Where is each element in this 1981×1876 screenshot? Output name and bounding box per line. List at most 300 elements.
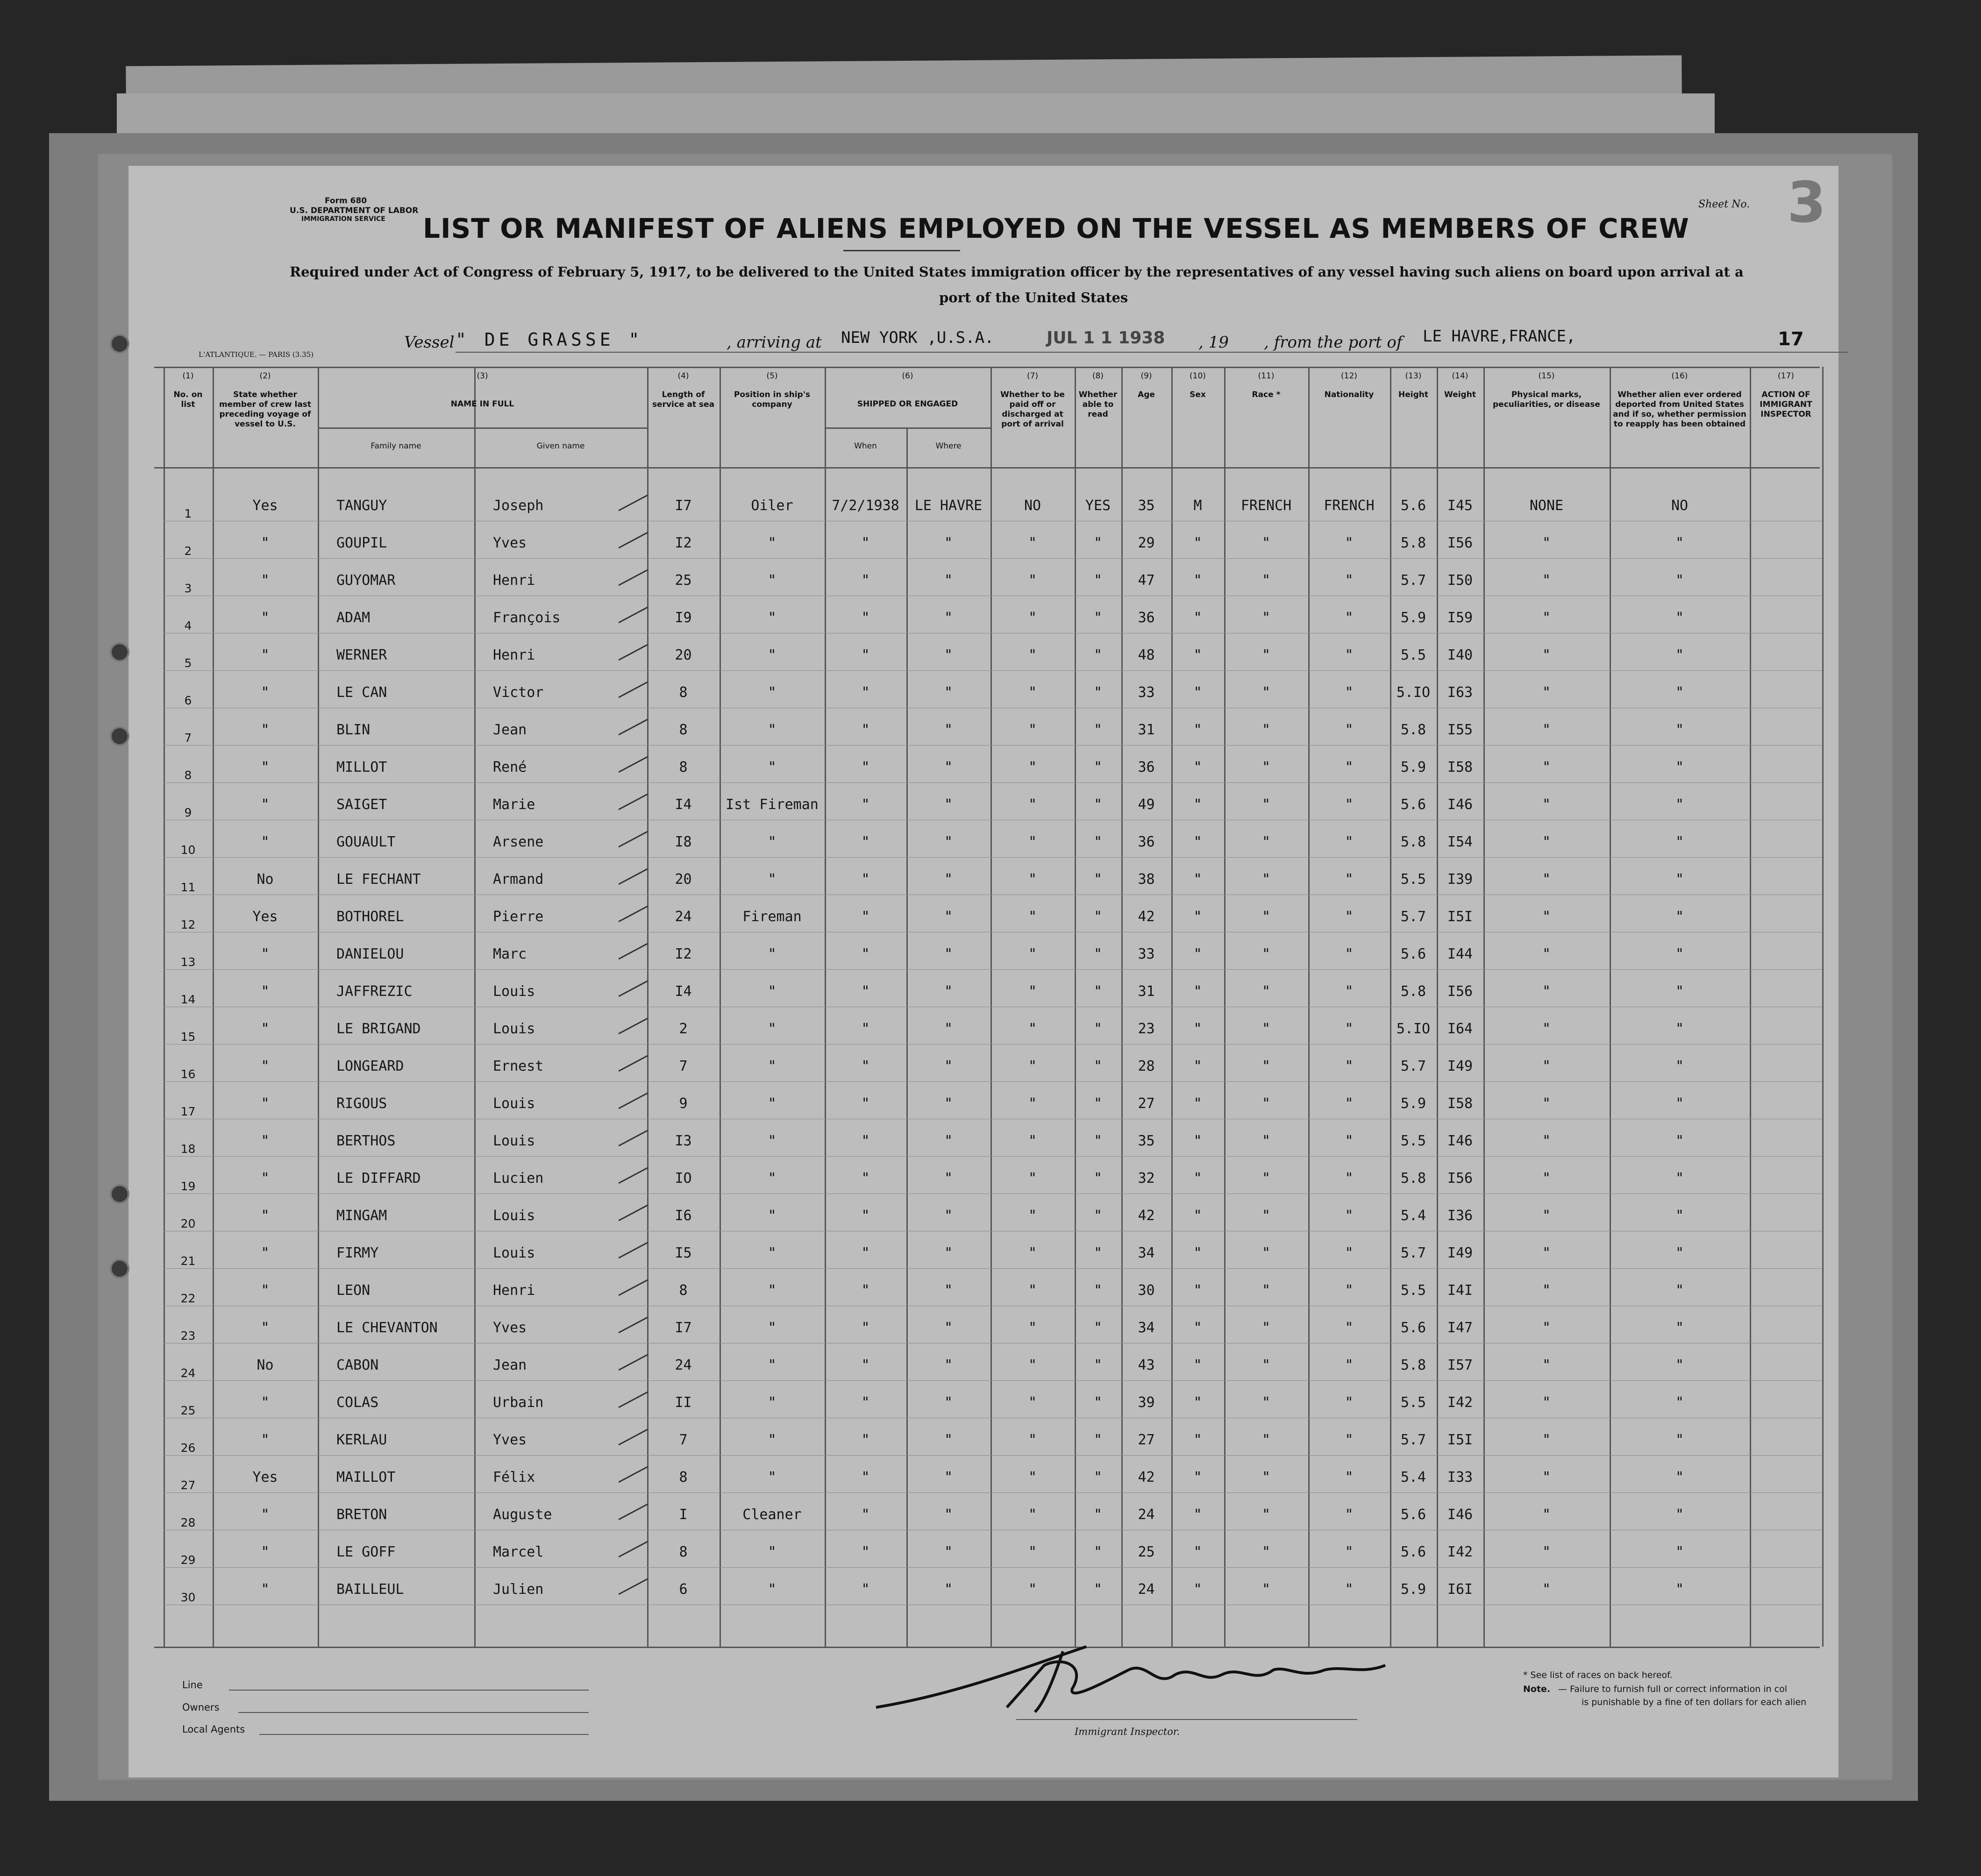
cell-when: " (861, 1544, 870, 1560)
cell-when: " (861, 1432, 870, 1448)
cell-no: 22 (180, 1292, 196, 1305)
cell-prev: " (261, 1544, 270, 1560)
cell-deported: " (1675, 1506, 1684, 1523)
cell-race: " (1261, 946, 1271, 962)
cell-given: Auguste (493, 1506, 552, 1523)
cell-deported: " (1675, 1282, 1684, 1299)
cell-sex: " (1193, 1320, 1202, 1336)
cell-given: Arsene (493, 834, 544, 850)
cell-nationality: " (1345, 909, 1354, 925)
cell-nationality: " (1345, 610, 1354, 626)
cell-age: 42 (1138, 909, 1155, 925)
cell-where: " (944, 1245, 953, 1261)
punch-hole (110, 1259, 129, 1279)
cell-weight: I56 (1447, 983, 1473, 1000)
cell-paid: " (1028, 647, 1037, 663)
cell-marks: " (1542, 722, 1551, 738)
cell-service: I9 (675, 610, 692, 626)
cell-prev: " (261, 946, 270, 962)
cell-when: " (861, 759, 870, 775)
cell-prev: " (261, 647, 270, 663)
cell-nationality: " (1345, 1282, 1354, 1299)
cell-marks: " (1542, 1581, 1551, 1598)
cell-position: " (768, 1581, 777, 1598)
column-header: State whether member of crew last preceding voyage of vessel to U.S. (219, 390, 312, 429)
cell-read: " (1093, 610, 1103, 626)
cell-nationality: " (1345, 535, 1354, 551)
cell-marks: " (1542, 1021, 1551, 1037)
cell-deported: " (1675, 1021, 1684, 1037)
cell-read: " (1093, 1469, 1103, 1485)
cell-deported: " (1675, 1058, 1684, 1074)
cell-marks: " (1542, 572, 1551, 589)
cell-family: LE CHEVANTON (336, 1320, 438, 1336)
cell-family: BRETON (336, 1506, 387, 1523)
cell-prev: " (261, 1021, 270, 1037)
cell-nationality: " (1345, 1357, 1354, 1373)
cell-when: " (861, 722, 870, 738)
cell-paid: " (1028, 1581, 1037, 1598)
cell-where: " (944, 684, 953, 701)
cell-age: 32 (1138, 1170, 1155, 1187)
cell-service: I5 (675, 1245, 692, 1261)
cell-age: 29 (1138, 535, 1155, 551)
cell-service: 6 (679, 1581, 688, 1598)
row-rule (164, 1455, 1822, 1456)
cell-sex: " (1193, 1245, 1202, 1261)
cell-deported: " (1675, 796, 1684, 813)
cell-family: LEON (336, 1282, 371, 1299)
cell-position: " (768, 572, 777, 589)
cell-when: " (861, 1208, 870, 1224)
cell-height: 5.8 (1400, 1357, 1426, 1373)
column-number: (7) (1026, 371, 1039, 381)
cell-weight: I56 (1447, 1170, 1473, 1187)
cell-height: 5.6 (1400, 796, 1426, 813)
cell-deported: " (1675, 647, 1684, 663)
cell-age: 24 (1138, 1506, 1155, 1523)
cell-service: 8 (679, 759, 688, 775)
cell-marks: " (1542, 610, 1551, 626)
cell-weight: I63 (1447, 684, 1473, 701)
cell-when: " (861, 1170, 870, 1187)
cell-given: Armand (493, 871, 544, 888)
cell-race: " (1261, 1208, 1271, 1224)
from-port-label: , from the port of (1264, 333, 1403, 352)
cell-prev: No (257, 1357, 274, 1373)
cell-service: IO (675, 1170, 692, 1187)
cell-read: " (1093, 946, 1103, 962)
cell-given: Lucien (493, 1170, 544, 1187)
cell-read: " (1093, 1021, 1103, 1037)
from-port: LE HAVRE,FRANCE, (1423, 327, 1576, 346)
cell-given: Marcel (493, 1544, 544, 1560)
cell-weight: I58 (1447, 759, 1473, 775)
cell-deported: " (1675, 722, 1684, 738)
column-header: Sex (1190, 390, 1206, 399)
cell-age: 39 (1138, 1394, 1155, 1411)
row-rule (164, 670, 1822, 671)
cell-paid: " (1028, 1058, 1037, 1074)
cell-position: " (768, 647, 777, 663)
cell-deported: " (1675, 610, 1684, 626)
cell-race: " (1261, 1320, 1271, 1336)
cell-position: " (768, 1357, 777, 1373)
cell-sex: " (1193, 684, 1202, 701)
cell-family: MILLOT (336, 759, 387, 775)
cell-prev: " (261, 722, 270, 738)
cell-family: MINGAM (336, 1208, 387, 1224)
cell-age: 34 (1138, 1320, 1155, 1336)
cell-given: Louis (493, 1095, 535, 1112)
cell-given: Louis (493, 1133, 535, 1149)
cell-paid: " (1028, 1170, 1037, 1187)
cell-deported: " (1675, 572, 1684, 589)
cell-read: " (1093, 1170, 1103, 1187)
cell-height: 5.5 (1400, 1282, 1426, 1299)
cell-when: " (861, 572, 870, 589)
cell-when: " (861, 1133, 870, 1149)
cell-height: 5.IO (1396, 1021, 1431, 1037)
cell-weight: I46 (1447, 796, 1473, 813)
cell-prev: " (261, 1432, 270, 1448)
cell-age: 24 (1138, 1581, 1155, 1598)
cell-no: 18 (180, 1142, 196, 1156)
cell-service: I7 (675, 1320, 692, 1336)
manifest-sheet (128, 166, 1838, 1777)
cell-deported: " (1675, 1357, 1684, 1373)
group-header-rule (318, 427, 647, 429)
note-line-1: — Failure to furnish full or correct information in col (1558, 1684, 1787, 1694)
cell-prev: " (261, 759, 270, 775)
table-header-rule (154, 467, 1820, 469)
cell-position: Ist Fireman (726, 796, 819, 813)
cell-given: Jean (493, 1357, 527, 1373)
cell-paid: " (1028, 1357, 1037, 1373)
cell-race: " (1261, 909, 1271, 925)
cell-position: " (768, 610, 777, 626)
cell-height: 5.7 (1400, 1245, 1426, 1261)
cell-given: Pierre (493, 909, 544, 925)
column-header: Whether able to read (1078, 390, 1118, 419)
cell-race: " (1261, 1133, 1271, 1149)
cell-sex: " (1193, 1469, 1202, 1485)
cell-service: 8 (679, 1282, 688, 1299)
cell-paid: " (1028, 1320, 1037, 1336)
cell-age: 36 (1138, 759, 1155, 775)
cell-prev: " (261, 1208, 270, 1224)
cell-sex: " (1193, 1208, 1202, 1224)
cell-nationality: " (1345, 796, 1354, 813)
cell-no: 7 (184, 731, 192, 745)
cell-nationality: " (1345, 1058, 1354, 1074)
cell-when: " (861, 1469, 870, 1485)
cell-read: " (1093, 1581, 1103, 1598)
cell-race: " (1261, 1581, 1271, 1598)
column-number: (11) (1258, 371, 1275, 381)
cell-weight: I46 (1447, 1506, 1473, 1523)
column-header: Length of service at sea (652, 390, 715, 409)
column-number: (6) (902, 371, 913, 381)
cell-no: 10 (180, 843, 196, 857)
cell-when: " (861, 1581, 870, 1598)
cell-paid: " (1028, 983, 1037, 1000)
cell-sex: " (1193, 871, 1202, 888)
cell-marks: " (1542, 909, 1551, 925)
cell-marks: " (1542, 1469, 1551, 1485)
column-header: Height (1398, 390, 1428, 399)
cell-paid: " (1028, 796, 1037, 813)
cell-family: KERLAU (336, 1432, 387, 1448)
cell-read: " (1093, 1133, 1103, 1149)
vessel-label: Vessel (404, 333, 455, 352)
column-number: (15) (1538, 371, 1555, 381)
cell-service: 20 (675, 647, 692, 663)
cell-marks: " (1542, 647, 1551, 663)
cell-height: 5.5 (1400, 871, 1426, 888)
cell-race: " (1261, 535, 1271, 551)
cell-where: " (944, 1282, 953, 1299)
cell-when: " (861, 1506, 870, 1523)
cell-prev: Yes (252, 909, 278, 925)
inspector-label: Immigrant Inspector. (1075, 1726, 1180, 1737)
column-number: (12) (1341, 371, 1357, 381)
sheet-number: 3 (1787, 171, 1826, 235)
inspector-signature (867, 1637, 1404, 1717)
line-field (229, 1690, 589, 1691)
cell-given: François (493, 610, 561, 626)
cell-service: 24 (675, 1357, 692, 1373)
cell-when: 7/2/1938 (832, 497, 899, 514)
cell-deported: " (1675, 909, 1684, 925)
cell-where: " (944, 647, 953, 663)
cell-service: I3 (675, 1133, 692, 1149)
cell-marks: " (1542, 983, 1551, 1000)
cell-where: " (944, 572, 953, 589)
cell-read: " (1093, 983, 1103, 1000)
cell-age: 34 (1138, 1245, 1155, 1261)
row-rule (164, 1492, 1822, 1493)
column-header: NAME IN FULL (450, 399, 514, 409)
cell-deported: " (1675, 1469, 1684, 1485)
cell-race: FRENCH (1240, 497, 1292, 514)
cell-where: LE HAVRE (914, 497, 983, 514)
cell-age: 28 (1138, 1058, 1155, 1074)
cell-height: 5.4 (1400, 1208, 1426, 1224)
cell-no: 8 (184, 768, 192, 782)
cell-read: YES (1085, 497, 1111, 514)
cell-where: " (944, 1544, 953, 1560)
cell-prev: " (261, 1506, 270, 1523)
cell-paid: " (1028, 722, 1037, 738)
cell-sex: M (1193, 497, 1202, 514)
cell-marks: " (1542, 1245, 1551, 1261)
cell-given: René (493, 759, 527, 775)
cell-weight: I46 (1447, 1133, 1473, 1149)
cell-age: 25 (1138, 1544, 1155, 1560)
cell-deported: " (1675, 1432, 1684, 1448)
cell-given: Victor (493, 684, 544, 701)
cell-sex: " (1193, 610, 1202, 626)
cell-race: " (1261, 1544, 1271, 1560)
cell-position: " (768, 871, 777, 888)
cell-sex: " (1193, 1095, 1202, 1112)
cell-age: 33 (1138, 684, 1155, 701)
cell-no: 2 (184, 544, 192, 558)
cell-no: 21 (180, 1254, 196, 1268)
column-number: (8) (1092, 371, 1104, 381)
cell-given: Jean (493, 722, 527, 738)
cell-where: " (944, 796, 953, 813)
column-number: (9) (1140, 371, 1152, 381)
cell-deported: " (1675, 1208, 1684, 1224)
cell-paid: " (1028, 946, 1037, 962)
cell-nationality: " (1345, 983, 1354, 1000)
cell-service: 8 (679, 1544, 688, 1560)
cell-height: 5.6 (1400, 1544, 1426, 1560)
cell-given: Joseph (493, 497, 544, 514)
cell-race: " (1261, 1282, 1271, 1299)
cell-weight: I36 (1447, 1208, 1473, 1224)
printer-imprint: L'ATLANTIQUE. — PARIS (3.35) (199, 350, 314, 359)
cell-read: " (1093, 535, 1103, 551)
page-number: 17 (1778, 328, 1804, 350)
cell-nationality: " (1345, 871, 1354, 888)
cell-when: " (861, 834, 870, 850)
cell-deported: " (1675, 946, 1684, 962)
cell-where: " (944, 1432, 953, 1448)
owners-label: Owners (182, 1702, 220, 1713)
cell-given: Louis (493, 1245, 535, 1261)
row-rule (164, 1268, 1822, 1269)
cell-family: CABON (336, 1357, 379, 1373)
races-note: * See list of races on back hereof. (1523, 1670, 1673, 1680)
cell-weight: I55 (1447, 722, 1473, 738)
cell-sex: " (1193, 1058, 1202, 1074)
cell-when: " (861, 909, 870, 925)
cell-position: " (768, 1133, 777, 1149)
cell-paid: " (1028, 1021, 1037, 1037)
cell-weight: I64 (1447, 1021, 1473, 1037)
column-number: (10) (1190, 371, 1206, 381)
cell-where: " (944, 1394, 953, 1411)
subtitle-line-2: port of the United States (939, 290, 1128, 306)
cell-deported: " (1675, 1320, 1684, 1336)
form-number: Form 680 (325, 196, 367, 206)
column-number: (4) (677, 371, 689, 381)
cell-service: 20 (675, 871, 692, 888)
cell-race: " (1261, 1245, 1271, 1261)
cell-position: " (768, 983, 777, 1000)
cell-prev: Yes (252, 1469, 278, 1485)
cell-nationality: " (1345, 1506, 1354, 1523)
cell-family: MAILLOT (336, 1469, 396, 1485)
note-line-2: is punishable by a fine of ten dollars for each alien (1582, 1697, 1807, 1707)
cell-family: LE FECHANT (336, 871, 421, 888)
cell-family: BERTHOS (336, 1133, 396, 1149)
cell-age: 43 (1138, 1357, 1155, 1373)
cell-position: " (768, 1245, 777, 1261)
column-header: Whether alien ever ordered deported from United States and if so, whether permission to reapply has been obtained (1613, 390, 1746, 429)
cell-marks: " (1542, 1058, 1551, 1074)
vessel-line (456, 352, 1848, 353)
inspector-line (1016, 1719, 1357, 1720)
cell-deported: " (1675, 871, 1684, 888)
cell-read: " (1093, 1544, 1103, 1560)
manifest-title: LIST OR MANIFEST OF ALIENS EMPLOYED ON THE VESSEL AS MEMBERS OF CREW (423, 213, 1689, 244)
cell-sex: " (1193, 722, 1202, 738)
cell-position: " (768, 1095, 777, 1112)
cell-sex: " (1193, 1133, 1202, 1149)
column-number: (1) (182, 371, 194, 381)
cell-nationality: " (1345, 1320, 1354, 1336)
cell-when: " (861, 535, 870, 551)
cell-weight: I5I (1447, 1432, 1473, 1448)
cell-nationality: " (1345, 1170, 1354, 1187)
cell-weight: I44 (1447, 946, 1473, 962)
cell-paid: NO (1024, 497, 1041, 514)
cell-nationality: " (1345, 1469, 1354, 1485)
cell-prev: " (261, 610, 270, 626)
cell-paid: " (1028, 834, 1037, 850)
cell-family: WERNER (336, 647, 387, 663)
cell-prev: " (261, 1320, 270, 1336)
group-header-rule (825, 427, 990, 429)
cell-no: 16 (180, 1067, 196, 1081)
cell-position: " (768, 1469, 777, 1485)
row-rule (164, 558, 1822, 559)
cell-paid: " (1028, 1095, 1037, 1112)
cell-paid: " (1028, 1394, 1037, 1411)
cell-prev: " (261, 1170, 270, 1187)
cell-paid: " (1028, 535, 1037, 551)
column-number: (14) (1452, 371, 1468, 381)
cell-family: COLAS (336, 1394, 379, 1411)
cell-nationality: " (1345, 684, 1354, 701)
cell-when: " (861, 946, 870, 962)
cell-paid: " (1028, 1282, 1037, 1299)
cell-no: 25 (180, 1404, 196, 1417)
column-header: SHIPPED OR ENGAGED (857, 399, 958, 409)
cell-weight: I42 (1447, 1544, 1473, 1560)
cell-race: " (1261, 1432, 1271, 1448)
vessel-name: " DE GRASSE " (456, 329, 643, 350)
cell-read: " (1093, 759, 1103, 775)
cell-height: 5.5 (1400, 1133, 1426, 1149)
cell-marks: " (1542, 1095, 1551, 1112)
cell-deported: " (1675, 983, 1684, 1000)
punch-hole (110, 334, 129, 354)
cell-service: I2 (675, 535, 692, 551)
cell-marks: " (1542, 1320, 1551, 1336)
cell-where: " (944, 1058, 953, 1074)
cell-when: " (861, 1095, 870, 1112)
cell-age: 35 (1138, 497, 1155, 514)
cell-deported: " (1675, 834, 1684, 850)
row-rule (164, 1156, 1822, 1157)
cell-age: 35 (1138, 1133, 1155, 1149)
cell-age: 38 (1138, 871, 1155, 888)
cell-race: " (1261, 871, 1271, 888)
cell-prev: " (261, 1394, 270, 1411)
cell-read: " (1093, 834, 1103, 850)
cell-deported: " (1675, 759, 1684, 775)
cell-sex: " (1193, 1581, 1202, 1598)
cell-age: 48 (1138, 647, 1155, 663)
cell-height: 5.4 (1400, 1469, 1426, 1485)
cell-weight: I4I (1447, 1282, 1473, 1299)
cell-service: I4 (675, 983, 692, 1000)
